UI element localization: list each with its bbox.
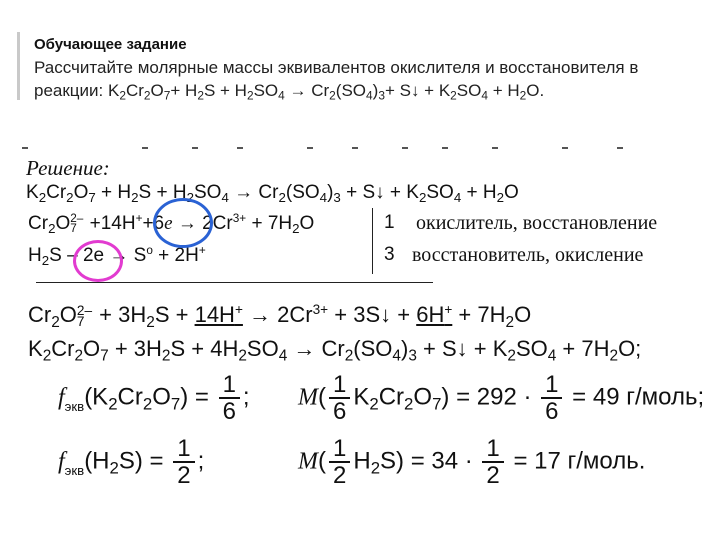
task-reaction: $K_2Cr_2O_7+ H_2S + H_2SO_4 \to Cr_2(SO_4)_3+$ S↓ + $K_2SO_4 + H_2O$. bbox=[108, 81, 545, 103]
m-eq-reductant: M( $\frac{1}{2}$ $H_2S) = 34$ · $\frac{1}{2}$ = 17 г/моль. bbox=[298, 435, 646, 490]
molecular-equation: $K_2Cr_2O_7 + 3H_2S + 4H_2SO_4 \to Cr_2(SO_4)_3$ + S↓ + $K_2SO_4 + 7H_2O$; bbox=[28, 336, 642, 365]
solution-label: Решение: bbox=[26, 156, 110, 180]
m-eq-oxidant: M( $\frac{1}{6}$ $K_2Cr_2O_7) = 292$ · $\frac{1}{6}$ = 49 г/моль; bbox=[298, 371, 705, 426]
task-heading: Обучающее задание bbox=[34, 36, 187, 53]
role-reduction: окислитель, восстановление bbox=[416, 212, 658, 234]
role-oxidation: восстановитель, окисление bbox=[412, 244, 644, 266]
solution-reaction: $K_2Cr_2O_7 + H_2S + H_2SO_4 \to Cr_2(SO_4)_3$ + S↓ + $K_2SO_4 + H_2O$ bbox=[26, 182, 519, 205]
f-eq-oxidant: $f_{экв}(K_2Cr_2O_7)$ = $\frac{1}{6}$ ; bbox=[58, 371, 250, 426]
task-text: Рассчитайте молярные массы эквивалентов окислителя и восстановителя в реакции: $K_2Cr_2O_7+ H_2S + H_2SO_4 \to Cr_2(SO_4)_3+$ S↓ + $K_2SO_4 + H_2O$. bbox=[34, 58, 639, 103]
blue-highlight-circle bbox=[153, 198, 213, 248]
horizontal-divider bbox=[36, 282, 433, 283]
coef-oxidation: 3 bbox=[384, 244, 395, 265]
half-reaction-reduction: $Cr_2O$ 2– 7 $+14H^++6e \to 2Cr^{3+} + 7H_2O$ bbox=[28, 212, 315, 237]
accent-bar bbox=[17, 32, 20, 100]
magenta-highlight-circle bbox=[73, 240, 123, 282]
f-eq-reductant: $f_{экв}(H_2S)$ = $\frac{1}{2}$ ; bbox=[58, 435, 205, 490]
ionic-equation: $Cr_2O$ 2– 7 + $3H_2S + 14H^+ \to 2Cr^{3+}$ + 3S↓ + $6H^+ + 7H_2O$ bbox=[28, 302, 532, 331]
coef-reduction: 1 bbox=[384, 212, 395, 233]
half-reaction-oxidation: $H_2S - 2e \to S^o + 2H^+$ bbox=[28, 244, 206, 269]
vertical-divider bbox=[372, 208, 373, 274]
scan-artifact bbox=[22, 147, 622, 151]
